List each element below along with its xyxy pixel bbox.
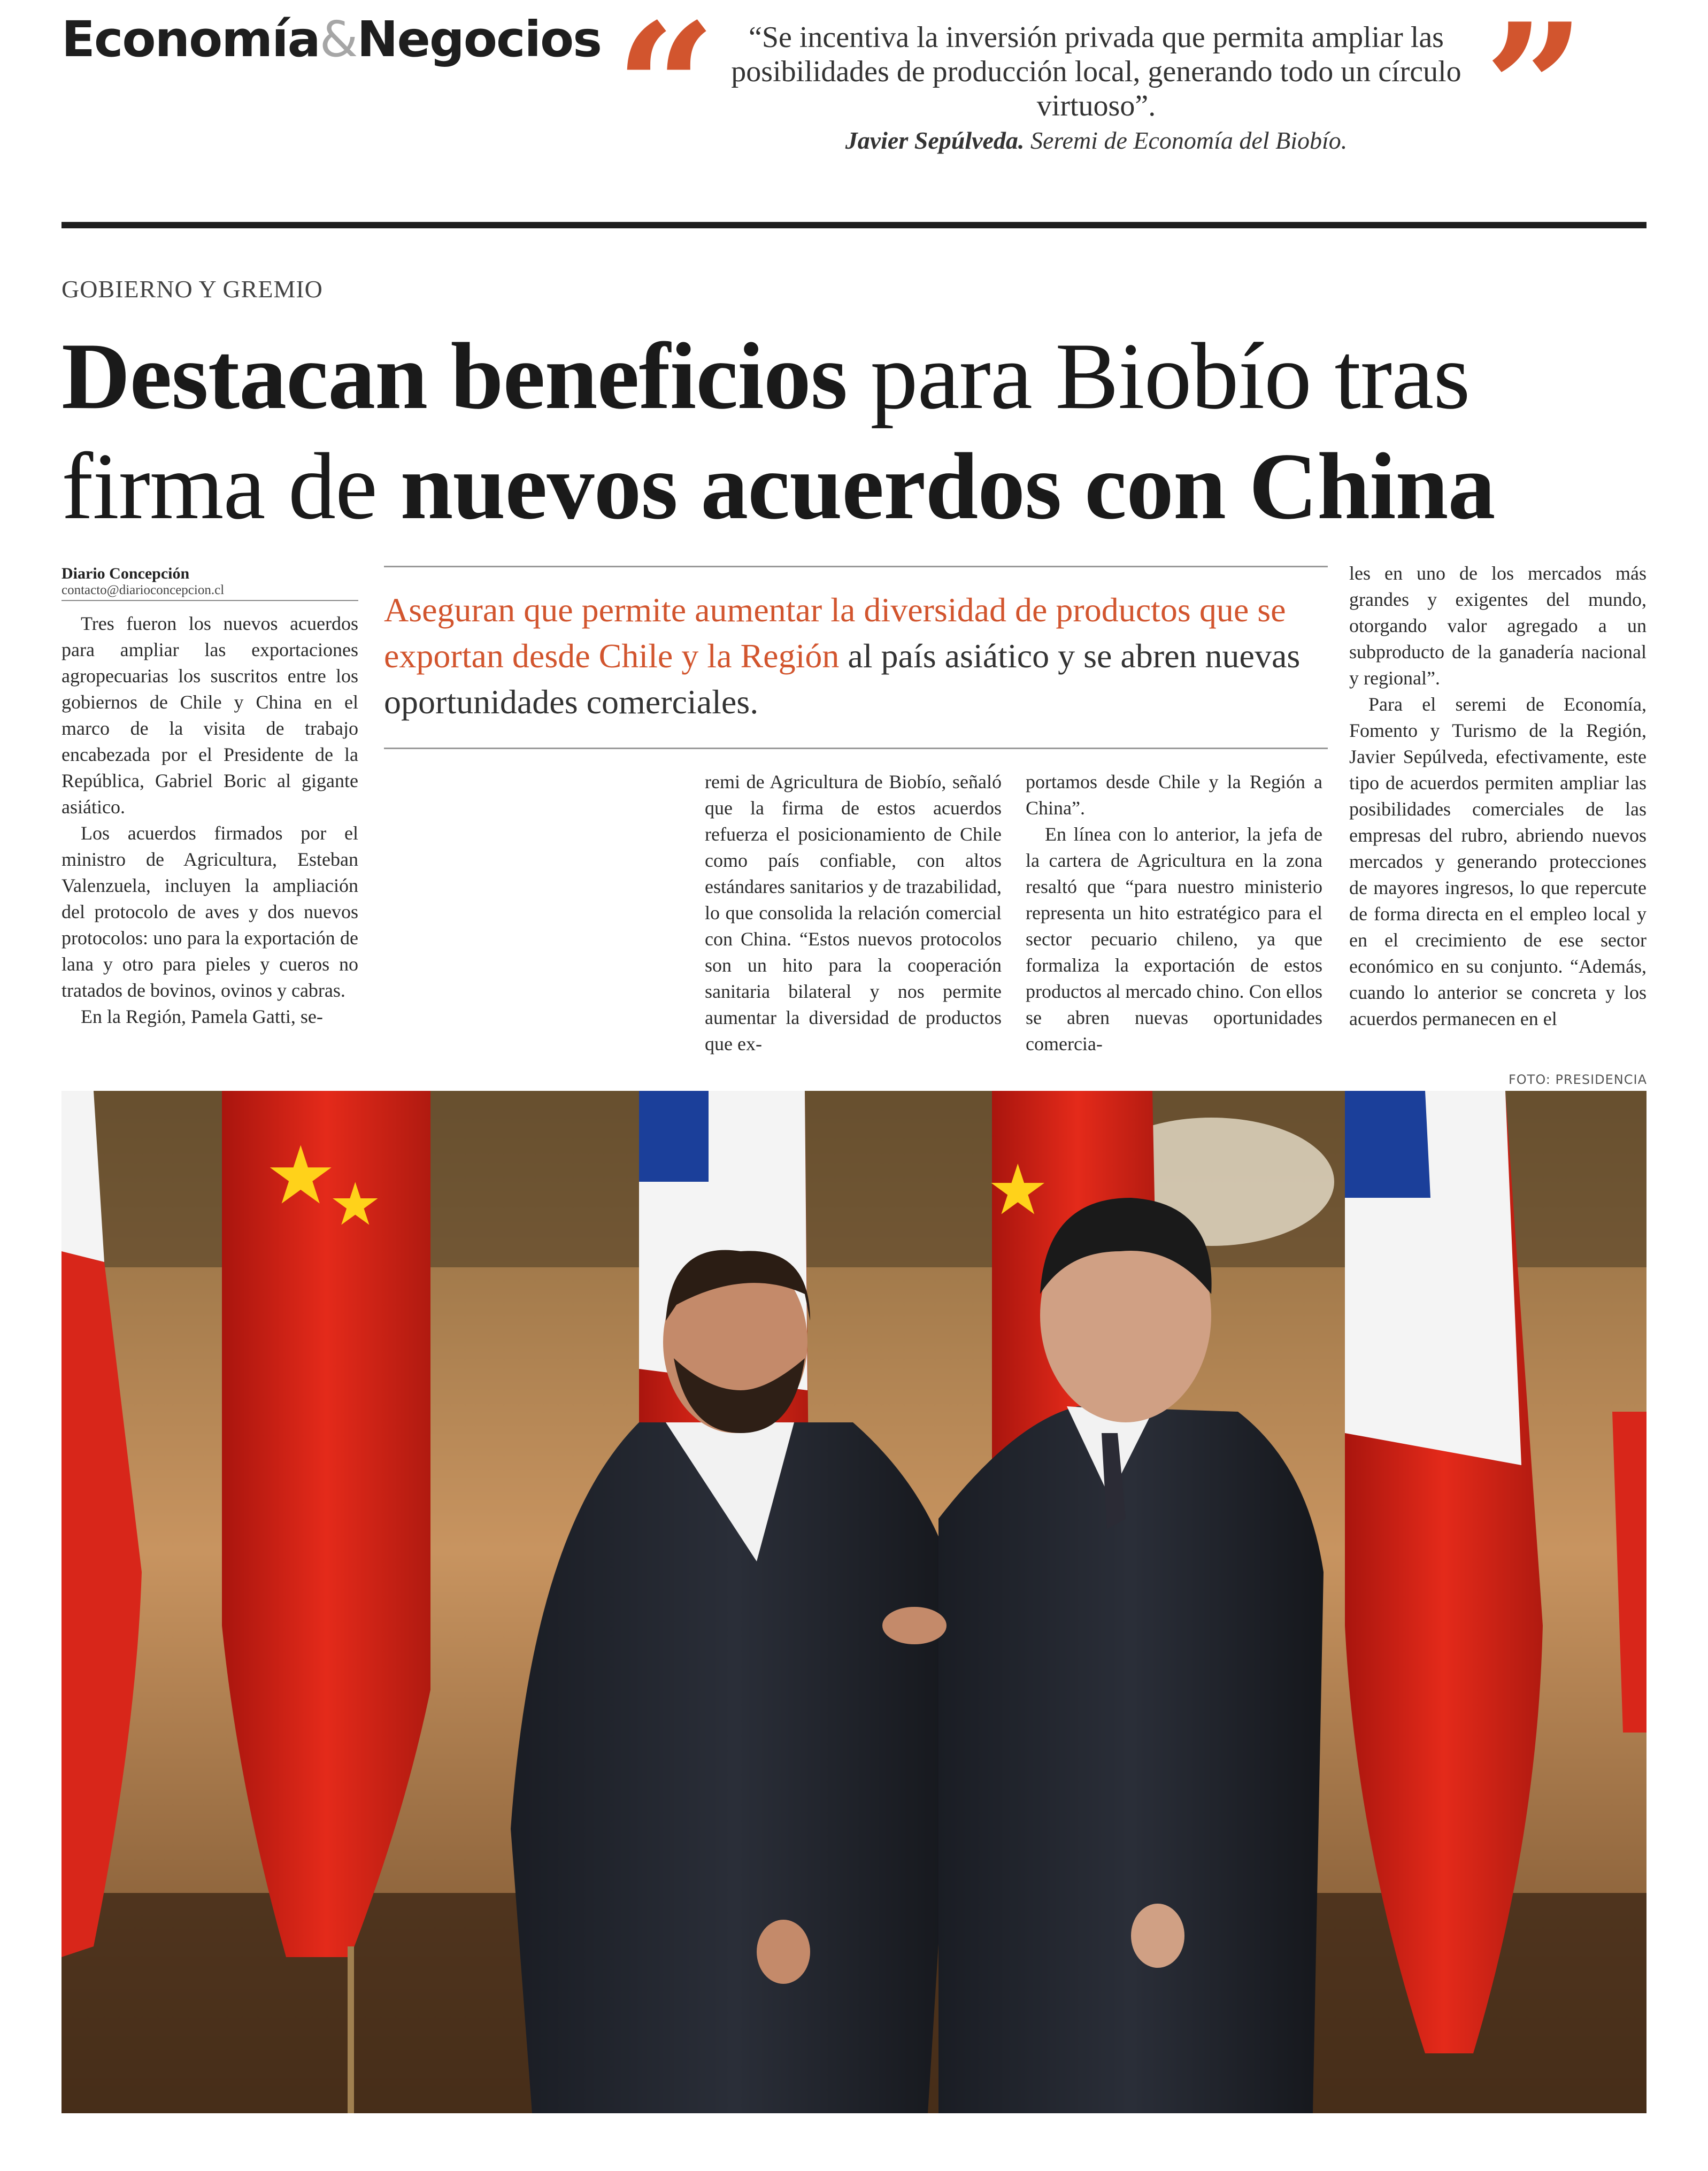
paragraph: En línea con lo anterior, la jefa de la cartera de Agricultura en la zona resaltó que “para nuestro ministerio representa un hito estratégico para el sector pecuario chileno, ya que formaliza la exportación de estos productos al mercado chino. Con ellos se abren nuevas oportunidades comercia- [1026, 823, 1322, 1054]
paragraph: remi de Agricultura de Biobío, señaló que la firma de estos acuerdos refuerza el posicionamiento de Chile como país confiable, con altos estándares sanitarios y de trazabilidad, lo que consolida la relación comercial con China. “Estos nuevos protocolos son un hito para la cooperación sanitaria bilateral y nos permite aumentar la diversidad de productos que ex- [705, 771, 1002, 1054]
section-ampersand: & [319, 11, 357, 68]
paragraph: les en uno de los mercados más grandes y exigentes del mundo, otorgando valor agregado a un subproducto de la ganadería nacional y regional”. [1349, 563, 1647, 689]
body-column-4 [1349, 560, 1647, 1032]
paragraph: Para el seremi de Economía, Fomento y Turismo de la Región, Javier Sepúlveda, efectivamente, este tipo de acuerdos permiten ampliar las posibilidades comerciales de las empresas del rubro, abriendo nuevos mercados y generando protecciones de mayores ingresos, lo que repercute de forma directa en el empleo local y en el crecimiento de ese sector económico en su conjunto. “Además, cuando lo anterior se concreta y los acuerdos permanecen en el [1349, 694, 1647, 1029]
pull-quote: “Se incentiva la inversión privada que permita ampliar las posibilidades de producción local, generando todo un círculo virtuoso”. [731, 21, 1461, 122]
quote-role: Seremi de Economía del Biobío. [1030, 127, 1348, 154]
paragraph: portamos desde Chile y la Región a China”. [1026, 771, 1322, 819]
body-column-2 [705, 769, 1002, 1057]
byline-divider [61, 600, 358, 601]
byline-author: Diario Concepción [61, 565, 190, 582]
headline-part-3: firma de [61, 433, 401, 539]
article-photo [61, 1091, 1647, 2113]
deck-rest: al país asiático y se abren nuevas oportunidades comerciales. [384, 637, 1301, 721]
headline-part-2: para Biobío tras [847, 323, 1470, 429]
paragraph: Los acuerdos firmados por el ministro de Agricultura, Esteban Valenzuela, incluyen la ampliación del protocolo de aves y dos nuevos protocolos: uno para la exportación de lana y otro para pieles y cueros no tratados de bovinos, ovinos y cabras. [61, 822, 358, 1001]
close-quote-icon: ” [1484, 0, 1586, 192]
deck-top-rule [384, 566, 1328, 567]
deck-bottom-rule [384, 748, 1328, 749]
byline-email[interactable]: contacto@diarioconcepcion.cl [61, 583, 225, 597]
headline-part-4: nuevos acuerdos con China [400, 433, 1495, 539]
body-column-3 [1026, 769, 1322, 1057]
svg-text:★: ★ [329, 1170, 382, 1238]
header-divider [61, 222, 1647, 228]
paragraph: En la Región, Pamela Gatti, se- [81, 1006, 323, 1027]
svg-text:★: ★ [987, 1149, 1049, 1230]
svg-text:★: ★ [265, 1129, 337, 1222]
photo-credit: FOTO: PRESIDENCIA [1508, 1072, 1647, 1087]
deck-accent: Aseguran que permite aumentar la diversidad de productos que se exportan desde Chile y la Región [384, 591, 1286, 675]
deck [384, 587, 1328, 725]
kicker: GOBIERNO Y GREMIO [61, 275, 323, 303]
section-name-2: Negocios [357, 11, 602, 68]
section-name: Economía [61, 11, 320, 68]
pull-quote-attribution [711, 126, 1481, 155]
body-column-1 [61, 611, 358, 1030]
headline [61, 321, 1666, 541]
photo-illustration [61, 1091, 1647, 2113]
headline-part-1: Destacan beneficios [61, 323, 848, 429]
paragraph: Tres fueron los nuevos acuerdos para ampliar las exportaciones agropecuarias los suscritos entre los gobiernos de Chile y China en el marco de la visita de trabajo encabezada por el Presidente de la República, Gabriel Boric al gigante asiático. [61, 613, 358, 818]
section-logo [61, 11, 601, 68]
open-quote-icon: “ [615, 0, 717, 192]
quote-author: Javier Sepúlveda. [845, 127, 1025, 154]
